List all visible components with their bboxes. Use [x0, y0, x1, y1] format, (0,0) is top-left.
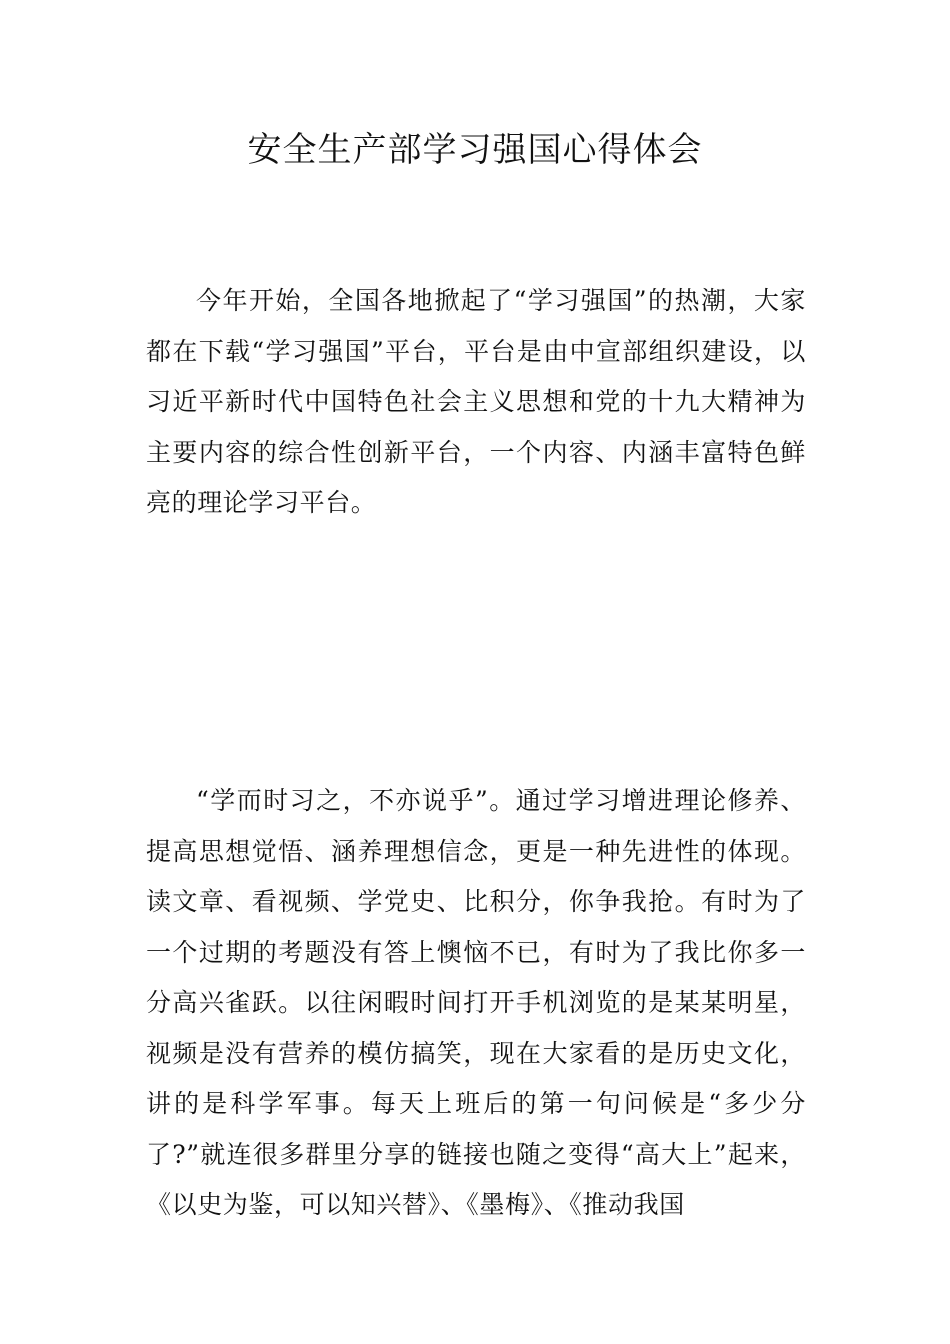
paragraph-1: 今年开始，全国各地掀起了“学习强国”的热潮，大家都在下载“学习强国”平台，平台是由中宣部组织建设，以习近平新时代中国特色社会主义思想和党的十九大精神为主要内容的综合性创新平台，一个内容、内涵丰富特色鲜亮的理论学习平台。 — [146, 286, 806, 517]
document-title: 安全生产部学习强国心得体会 — [247, 130, 703, 170]
paragraph-2: “学而时习之，不亦说乎”。通过学习增进理论修养、提高思想觉悟、涵养理想信念，更是一种先进性的体现。读文章、看视频、学党史、比积分，你争我抢。有时为了一个过期的考题没有答上懊恼不已，有时为了我比你多一分高兴雀跃。以往闲暇时间打开手机浏览的是某某明星，视频是没有营养的模仿搞笑，现在大家看的是历史文化，讲的是科学军事。每天上班后的第一句问候是“多少分了?”就连很多群里分享的链接也随之变得“高大上”起来，《以史为鉴，可以知兴替》、《墨梅》、《推动我国 — [146, 786, 806, 1219]
